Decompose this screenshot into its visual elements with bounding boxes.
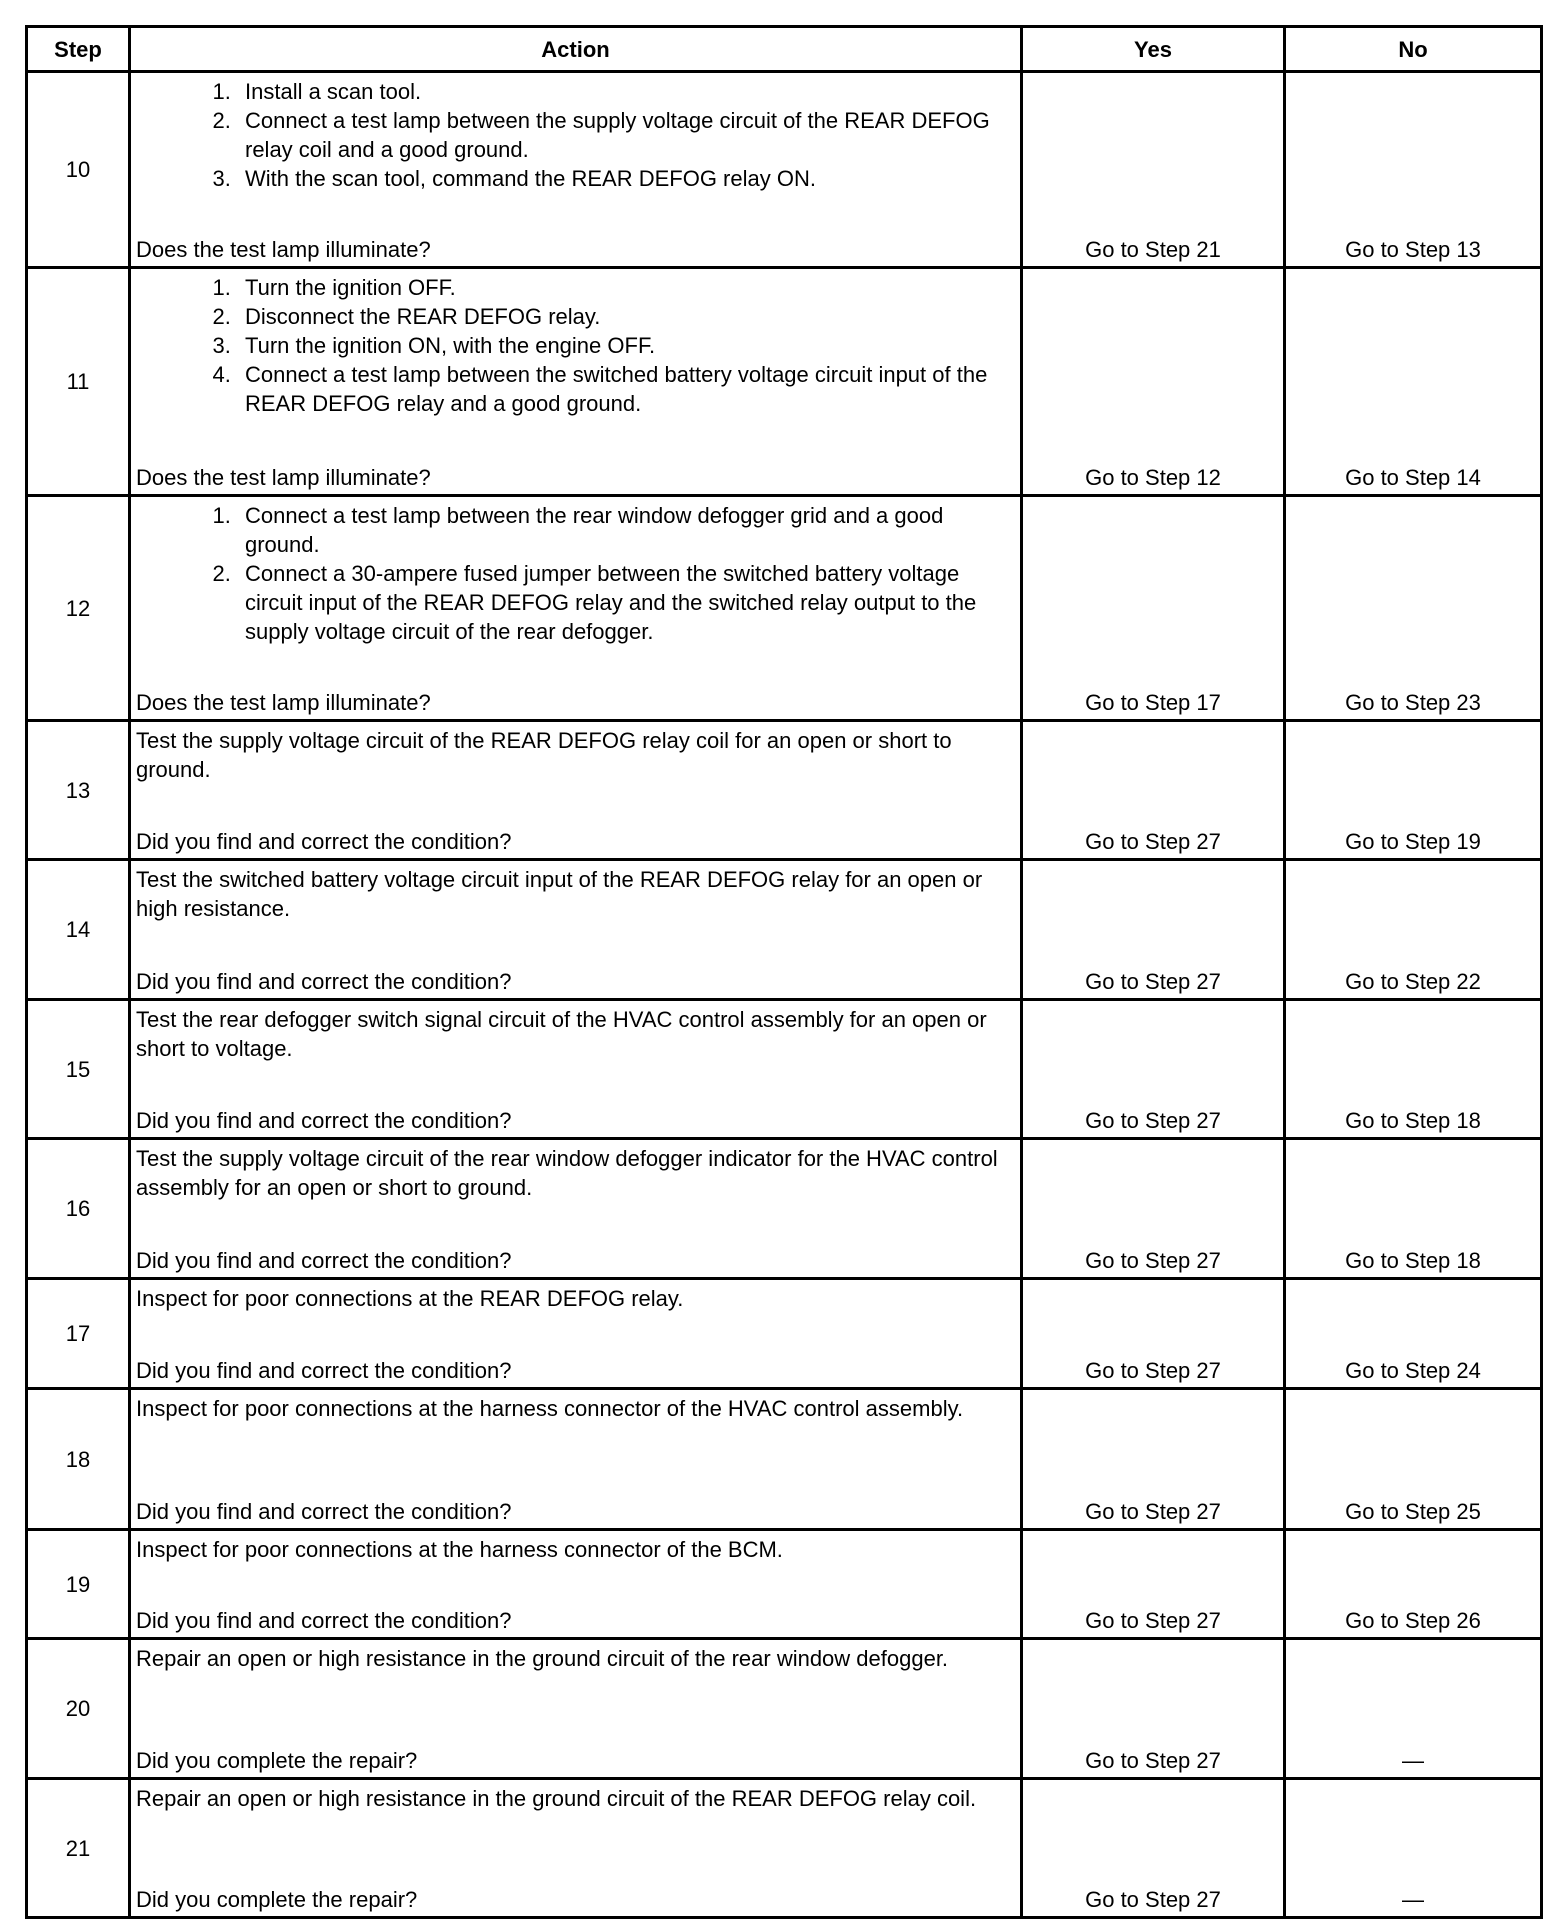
action-question: Does the test lamp illuminate? xyxy=(136,465,431,490)
action-cell xyxy=(128,1640,1020,1777)
action-text: Test the rear defogger switch signal circuit of the HVAC control assembly for an open or short to voltage. xyxy=(136,1007,987,1061)
action-question: Did you find and correct the condition? xyxy=(136,829,512,854)
yes-result: Go to Step 21 xyxy=(1020,73,1283,266)
table-row xyxy=(28,266,1540,494)
step-number: 16 xyxy=(65,1196,91,1221)
step-number: 13 xyxy=(65,777,91,803)
header-no: No xyxy=(1283,28,1540,70)
action-question: Did you find and correct the condition? xyxy=(136,969,512,994)
action-cell xyxy=(128,73,1020,266)
yes-result: Go to Step 27 xyxy=(1020,722,1283,858)
action-text: Inspect for poor connections at the harness connector of the HVAC control assembly. xyxy=(136,1396,964,1421)
no-result: Go to Step 24 xyxy=(1283,1280,1540,1387)
step-number: 20 xyxy=(65,1696,91,1721)
yes-result: Go to Step 27 xyxy=(1020,861,1283,998)
no-result: Go to Step 25 xyxy=(1283,1390,1540,1528)
action-cell xyxy=(128,497,1020,719)
action-question: Did you find and correct the condition? xyxy=(136,1248,512,1273)
action-cell xyxy=(128,1140,1020,1277)
yes-result: Go to Step 17 xyxy=(1020,497,1283,719)
no-result: — xyxy=(1283,1780,1540,1916)
table-header xyxy=(28,28,1540,70)
action-step: 2. Connect a 30-ampere fused jumper between the switched battery voltage circuit input of the REAR DEFOG relay and the switched relay output to the supply voltage circuit of the rear defogger. xyxy=(237,559,1016,646)
no-result: Go to Step 19 xyxy=(1283,722,1540,858)
yes-result: Go to Step 27 xyxy=(1020,1140,1283,1277)
action-question: Does the test lamp illuminate? xyxy=(136,237,431,262)
yes-result: Go to Step 27 xyxy=(1020,1280,1283,1387)
table-row xyxy=(28,1637,1540,1777)
action-text: Test the supply voltage circuit of the REAR DEFOG relay coil for an open or short to ground. xyxy=(136,728,952,782)
action-cell xyxy=(128,1531,1020,1637)
action-question: Did you find and correct the condition? xyxy=(136,1108,512,1133)
step-number: 17 xyxy=(65,1321,91,1346)
table-row xyxy=(28,494,1540,719)
step-number: 12 xyxy=(65,595,91,621)
action-cell xyxy=(128,1280,1020,1387)
no-result: Go to Step 18 xyxy=(1283,1140,1540,1277)
action-question: Did you find and correct the condition? xyxy=(136,1608,512,1633)
yes-result: Go to Step 27 xyxy=(1020,1390,1283,1528)
action-cell xyxy=(128,1780,1020,1916)
table-row xyxy=(28,858,1540,998)
action-text: Test the switched battery voltage circuit input of the REAR DEFOG relay for an open or high resistance. xyxy=(136,867,983,921)
table-row xyxy=(28,1777,1540,1916)
action-cell xyxy=(128,861,1020,998)
step-number: 21 xyxy=(65,1835,91,1861)
action-step: 3. Turn the ignition ON, with the engine OFF. xyxy=(237,331,1016,360)
action-step: 2. Connect a test lamp between the supply voltage circuit of the REAR DEFOG relay coil and a good ground. xyxy=(237,106,1016,164)
no-result: Go to Step 23 xyxy=(1283,497,1540,719)
table-row xyxy=(28,719,1540,858)
action-steps xyxy=(136,77,1016,193)
no-result: Go to Step 18 xyxy=(1283,1001,1540,1137)
step-number: 18 xyxy=(65,1446,91,1472)
table-row xyxy=(28,1528,1540,1637)
step-number: 19 xyxy=(65,1571,91,1597)
action-text: Repair an open or high resistance in the ground circuit of the REAR DEFOG relay coil. xyxy=(136,1786,977,1811)
action-text: Test the supply voltage circuit of the rear window defogger indicator for the HVAC control assembly for an open or short to ground. xyxy=(136,1146,998,1200)
yes-result: Go to Step 27 xyxy=(1020,1640,1283,1777)
no-result: Go to Step 14 xyxy=(1283,269,1540,494)
header-yes: Yes xyxy=(1020,28,1283,70)
action-steps xyxy=(136,273,1016,418)
action-question: Did you find and correct the condition? xyxy=(136,1358,512,1383)
step-number: 14 xyxy=(65,917,91,942)
no-result: Go to Step 26 xyxy=(1283,1531,1540,1637)
table-row xyxy=(28,70,1540,266)
step-number: 11 xyxy=(66,369,90,394)
action-steps xyxy=(136,501,1016,646)
step-number: 10 xyxy=(65,157,91,182)
action-step: 2. Disconnect the REAR DEFOG relay. xyxy=(237,302,1016,331)
step-number: 15 xyxy=(65,1056,91,1082)
action-question: Did you complete the repair? xyxy=(136,1748,418,1773)
action-cell xyxy=(128,1001,1020,1137)
table-row xyxy=(28,998,1540,1137)
action-text: Inspect for poor connections at the REAR DEFOG relay. xyxy=(136,1286,684,1311)
action-question: Does the test lamp illuminate? xyxy=(136,690,431,715)
yes-result: Go to Step 12 xyxy=(1020,269,1283,494)
action-cell xyxy=(128,1390,1020,1528)
yes-result: Go to Step 27 xyxy=(1020,1531,1283,1637)
action-question: Did you complete the repair? xyxy=(136,1887,418,1912)
diagnostic-table xyxy=(25,25,1543,1919)
action-step: 3. With the scan tool, command the REAR DEFOG relay ON. xyxy=(237,164,1016,193)
header-step: Step xyxy=(54,36,102,62)
no-result: — xyxy=(1283,1640,1540,1777)
no-result: Go to Step 13 xyxy=(1283,73,1540,266)
action-step: 1. Connect a test lamp between the rear window defogger grid and a good ground. xyxy=(237,501,1016,559)
action-text: Repair an open or high resistance in the ground circuit of the rear window defogger. xyxy=(136,1646,949,1671)
action-step: 4. Connect a test lamp between the switched battery voltage circuit input of the REAR DEFOG relay and a good ground. xyxy=(237,360,1016,418)
yes-result: Go to Step 27 xyxy=(1020,1780,1283,1916)
table-row xyxy=(28,1387,1540,1528)
table-row xyxy=(28,1137,1540,1277)
header-action: Action xyxy=(128,28,1020,70)
action-question: Did you find and correct the condition? xyxy=(136,1499,512,1524)
action-step: 1. Turn the ignition OFF. xyxy=(237,273,1016,302)
action-cell xyxy=(128,269,1020,494)
yes-result: Go to Step 27 xyxy=(1020,1001,1283,1137)
action-text: Inspect for poor connections at the harness connector of the BCM. xyxy=(136,1537,783,1562)
action-step: 1. Install a scan tool. xyxy=(237,77,1016,106)
no-result: Go to Step 22 xyxy=(1283,861,1540,998)
action-cell xyxy=(128,722,1020,858)
table-row xyxy=(28,1277,1540,1387)
